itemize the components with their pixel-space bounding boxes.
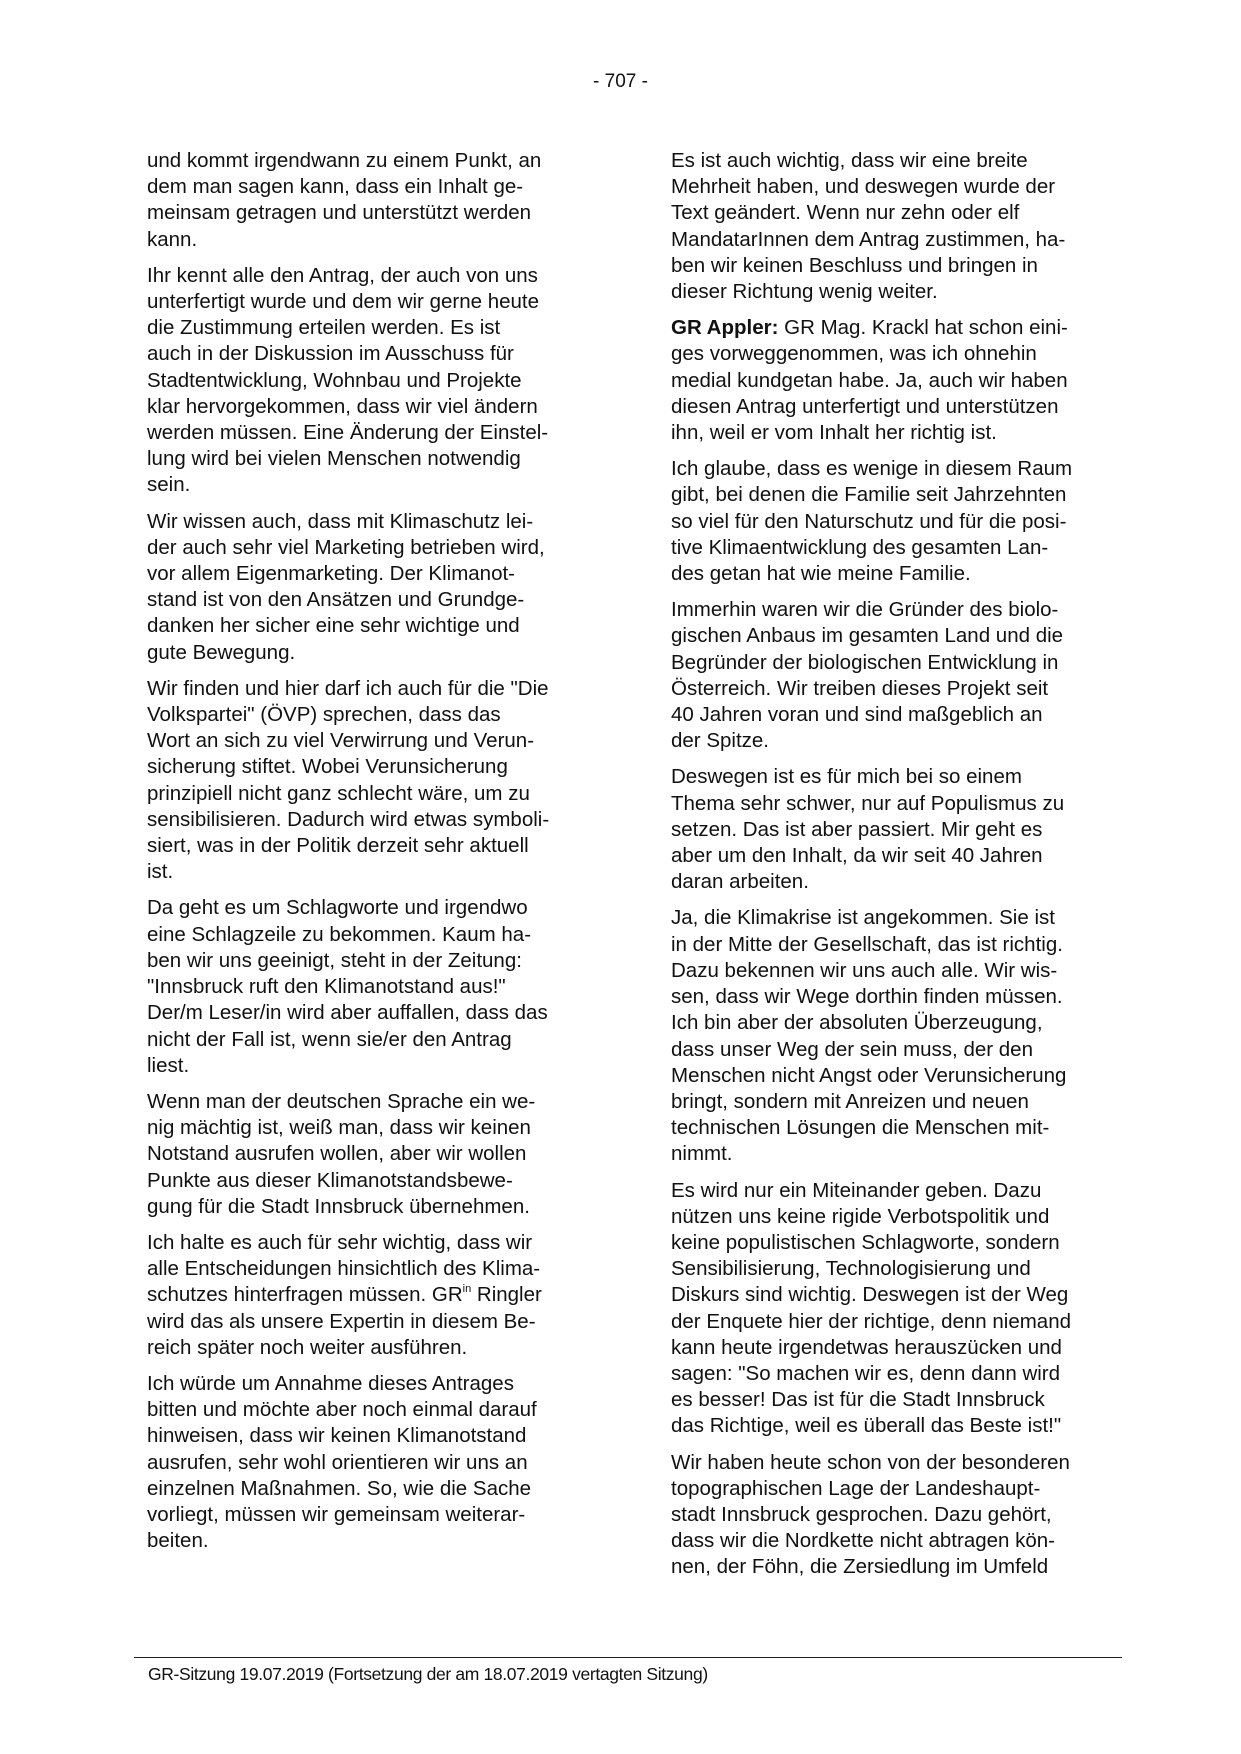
- text-line: nimmt.: [671, 1142, 733, 1166]
- text-line: Es wird nur ein Miteinander geben. Dazu: [671, 1178, 1042, 1202]
- text-line: vor allem Eigenmarketing. Der Klimanot-: [147, 562, 515, 586]
- speaker-paragraph: [671, 315, 1116, 446]
- text-line: ben wir keinen Beschluss und bringen in: [671, 253, 1038, 277]
- text-segment: GR Mag. Krackl hat schon eini-: [778, 316, 1068, 340]
- text-line: Volkspartei" (ÖVP) sprechen, dass das: [147, 703, 501, 727]
- text-line: aber um den Inhalt, da wir seit 40 Jahren: [671, 844, 1043, 868]
- text-line: dass wir die Nordkette nicht abtragen kön-: [671, 1529, 1056, 1553]
- page-number: - 707 -: [593, 71, 648, 92]
- text-line: wird das als unsere Expertin in diesem Be-: [147, 1309, 536, 1333]
- text-line: beiten.: [147, 1529, 209, 1553]
- text-line: bringt, sondern mit Anreizen und neuen: [671, 1089, 1029, 1113]
- text-line: Da geht es um Schlagworte und irgendwo: [147, 896, 528, 920]
- text-line: Mehrheit haben, und deswegen wurde der: [671, 175, 1056, 199]
- text-line: medial kundgetan habe. Ja, auch wir haben: [671, 368, 1068, 392]
- text-line: Punkte aus dieser Klimanotstandsbewe-: [147, 1168, 513, 1192]
- text-line: Ihr kennt alle den Antrag, der auch von uns: [147, 263, 538, 287]
- text-line: Dazu bekennen wir uns auch alle. Wir wis-: [671, 958, 1058, 982]
- text-line: sensibilisieren. Dadurch wird etwas symboli-: [147, 807, 550, 831]
- paragraph: [671, 456, 1116, 587]
- text-line: Ich würde um Annahme dieses Antrages: [147, 1371, 514, 1395]
- text-line: das Richtige, weil es überall das Beste ist!": [671, 1414, 1062, 1438]
- text-line: Notstand ausrufen wollen, aber wir wollen: [147, 1142, 527, 1166]
- paragraph: [671, 148, 1116, 305]
- paragraph: [147, 263, 587, 499]
- text-line: Immerhin waren wir die Gründer des biolo-: [671, 598, 1059, 622]
- text-line: Wir haben heute schon von der besonderen: [671, 1450, 1070, 1474]
- text-line: ben wir uns geeinigt, steht in der Zeitung:: [147, 948, 522, 972]
- text-line: keine populistischen Schlagworte, sondern: [671, 1230, 1060, 1254]
- text-line: Wenn man der deutschen Sprache ein we-: [147, 1089, 536, 1113]
- text-line: in der Mitte der Gesellschaft, das ist richtig.: [671, 932, 1063, 956]
- text-line: tive Klimaentwicklung des gesamten Lan-: [671, 535, 1049, 559]
- paragraph: [671, 905, 1116, 1167]
- superscript-gender-suffix: in: [462, 1283, 472, 1296]
- text-line: dem man sagen kann, dass ein Inhalt ge-: [147, 175, 524, 199]
- text-line: und kommt irgendwann zu einem Punkt, an: [147, 149, 542, 172]
- text-line: nen, der Föhn, die Zersiedlung im Umfeld: [671, 1555, 1049, 1579]
- text-line: stadt Innsbruck gesprochen. Dazu gehört,: [671, 1502, 1052, 1526]
- left-column: [147, 148, 587, 1564]
- text-line: Wort an sich zu viel Verwirrung und Verun-: [147, 729, 535, 753]
- text-line: Österreich. Wir treiben dieses Projekt seit: [671, 676, 1049, 700]
- text-line: reich später noch weiter ausführen.: [147, 1335, 468, 1359]
- text-line: dass unser Weg der sein muss, der den: [671, 1037, 1033, 1061]
- text-line: sicherung stiftet. Wobei Verunsicherung: [147, 755, 508, 779]
- text-line: vorliegt, müssen wir gemeinsam weiterar-: [147, 1502, 526, 1526]
- text-line: prinzipiell nicht ganz schlecht wäre, um zu: [147, 781, 530, 805]
- text-line: der Spitze.: [671, 729, 769, 753]
- paragraph: [671, 1450, 1116, 1581]
- text-line: Deswegen ist es für mich bei so einem: [671, 765, 1022, 789]
- text-line: der auch sehr viel Marketing betrieben wird,: [147, 535, 545, 559]
- text-line: die Zustimmung erteilen werden. Es ist: [147, 316, 501, 340]
- text-line: Stadtentwicklung, Wohnbau und Projekte: [147, 368, 522, 392]
- text-line: unterfertigt wurde und dem wir gerne heute: [147, 290, 540, 314]
- text-line: hinweisen, dass wir keinen Klimanotstand: [147, 1424, 527, 1448]
- paragraph: [671, 764, 1116, 895]
- text-line: werden müssen. Eine Änderung der Einstel-: [147, 421, 549, 445]
- paragraph: [147, 895, 587, 1078]
- text-line: meinsam getragen und unterstützt werden: [147, 201, 532, 225]
- text-line: es besser! Das ist für die Stadt Innsbruck: [671, 1388, 1045, 1412]
- text-line: ges vorweggenommen, was ich ohnehin: [671, 342, 1037, 366]
- paragraph: [147, 1089, 587, 1220]
- text-line: einzelnen Maßnahmen. So, wie die Sache: [147, 1476, 532, 1500]
- paragraph: [147, 1371, 587, 1554]
- text-line: nützen uns keine rigide Verbotspolitik und: [671, 1204, 1050, 1228]
- text-line: siert, was in der Politik derzeit sehr aktuell: [147, 834, 529, 858]
- text-line: kann.: [147, 227, 198, 251]
- text-line: Begründer der biologischen Entwicklung in: [671, 650, 1059, 674]
- text-line: Diskurs sind wichtig. Deswegen ist der Weg: [671, 1283, 1069, 1307]
- text-line: "Innsbruck ruft den Klimanotstand aus!": [147, 975, 506, 999]
- text-line: gung für die Stadt Innsbruck übernehmen.: [147, 1194, 530, 1218]
- text-line: ihn, weil er vom Inhalt her richtig ist.: [671, 421, 997, 445]
- paragraph: [147, 676, 587, 886]
- paragraph: [147, 148, 587, 253]
- text-line: MandatarInnen dem Antrag zustimmen, ha-: [671, 227, 1066, 251]
- text-line: klar hervorgekommen, dass wir viel ändern: [147, 394, 538, 418]
- text-line: Text geändert. Wenn nur zehn oder elf: [671, 201, 1020, 225]
- text-line: gute Bewegung.: [147, 640, 296, 664]
- text-line: der Enquete hier der richtige, denn niemand: [671, 1309, 1072, 1333]
- text-line: Ich halte es auch für sehr wichtig, dass wir: [147, 1230, 533, 1254]
- text-line: so viel für den Naturschutz und für die posi-: [671, 509, 1067, 533]
- speaker-name: GR Appler:: [671, 316, 779, 340]
- paragraph: [671, 597, 1116, 754]
- text-line: alle Entscheidungen hinsichtlich des Klima-: [147, 1257, 541, 1281]
- text-line: Sensibilisierung, Technologisierung und: [671, 1257, 1031, 1281]
- text-line: dieser Richtung wenig weiter.: [671, 280, 938, 304]
- text-line: sen, dass wir Wege dorthin finden müssen.: [671, 985, 1063, 1009]
- text-line: des getan hat wie meine Familie.: [671, 562, 971, 586]
- right-column: [671, 148, 1116, 1591]
- text-segment: Ringler: [471, 1283, 542, 1307]
- text-line: Der/m Leser/in wird aber auffallen, dass das: [147, 1001, 548, 1025]
- text-line: Wir wissen auch, dass mit Klimaschutz lei-: [147, 509, 534, 533]
- text-line: daran arbeiten.: [671, 870, 809, 894]
- text-line-with-superscript: [147, 1282, 587, 1308]
- text-line: Ja, die Klimakrise ist angekommen. Sie ist: [671, 906, 1055, 930]
- text-line: ausrufen, sehr wohl orientieren wir uns an: [147, 1450, 528, 1474]
- text-line: Menschen nicht Angst oder Verunsicherung: [671, 1063, 1067, 1087]
- text-line: stand ist von den Ansätzen und Grundge-: [147, 588, 525, 612]
- text-line: Es ist auch wichtig, dass wir eine breite: [671, 149, 1028, 172]
- text-line: danken her sicher eine sehr wichtige und: [147, 614, 520, 638]
- text-line: liest.: [147, 1053, 190, 1077]
- text-line: bitten und möchte aber noch einmal darauf: [147, 1398, 537, 1422]
- text-line: gibt, bei denen die Familie seit Jahrzehnten: [671, 483, 1067, 507]
- text-line: nicht der Fall ist, wenn sie/er den Antrag: [147, 1027, 512, 1051]
- text-line: Wir finden und hier darf ich auch für die "Die: [147, 676, 549, 700]
- text-line: sagen: "So machen wir es, denn dann wird: [671, 1361, 1061, 1385]
- text-line: eine Schlagzeile zu bekommen. Kaum ha-: [147, 922, 532, 946]
- text-line: ist.: [147, 860, 174, 884]
- text-line: topographischen Lage der Landeshaupt-: [671, 1476, 1041, 1500]
- text-line: kann heute irgendetwas herauszücken und: [671, 1335, 1062, 1359]
- text-line: Ich bin aber der absoluten Überzeugung,: [671, 1011, 1043, 1035]
- text-line: sein.: [147, 473, 191, 497]
- footer-divider: [134, 1657, 1122, 1658]
- text-line: auch in der Diskussion im Ausschuss für: [147, 342, 514, 366]
- text-line: 40 Jahren voran und sind maßgeblich an: [671, 703, 1043, 727]
- text-line: Thema sehr schwer, nur auf Populismus zu: [671, 791, 1065, 815]
- text-line: setzen. Das ist aber passiert. Mir geht es: [671, 817, 1043, 841]
- text-line: technischen Lösungen die Menschen mit-: [671, 1116, 1050, 1140]
- text-line: nig mächtig ist, weiß man, dass wir keinen: [147, 1116, 531, 1140]
- text-line: lung wird bei vielen Menschen notwendig: [147, 447, 521, 471]
- text-segment: schutzes hinterfragen müssen. GR: [147, 1283, 463, 1307]
- paragraph: [147, 509, 587, 666]
- text-line: gischen Anbaus im gesamten Land und die: [671, 624, 1064, 648]
- paragraph: [671, 1178, 1116, 1440]
- text-line: diesen Antrag unterfertigt und unterstützen: [671, 394, 1059, 418]
- footer-session-info: GR-Sitzung 19.07.2019 (Fortsetzung der am 18.07.2019 vertagten Sitzung): [148, 1664, 708, 1684]
- text-line: Ich glaube, dass es wenige in diesem Raum: [671, 457, 1073, 481]
- text-line: [671, 315, 1116, 341]
- paragraph: [147, 1230, 587, 1361]
